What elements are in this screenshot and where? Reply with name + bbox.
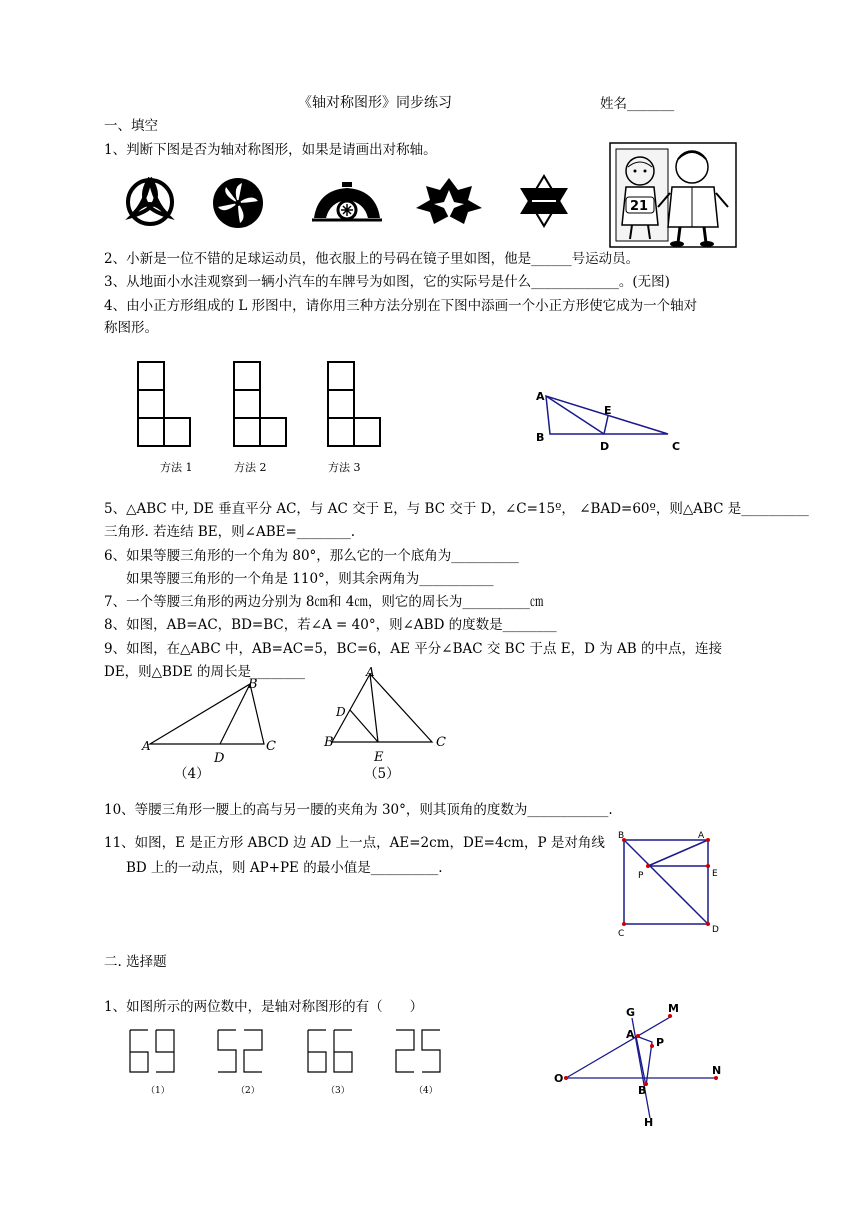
question-4-line-2: 称图形。 — [104, 320, 158, 336]
section-heading-fill: 一、填空 — [104, 118, 158, 134]
fig5-d-label: D — [336, 705, 346, 719]
section-heading-choice: 二. 选择题 — [104, 954, 167, 970]
point-e-label: E — [604, 404, 612, 417]
point-a-label: A — [536, 390, 545, 403]
sq-b-label: B — [618, 831, 625, 841]
sq-p-label: P — [638, 871, 644, 881]
l-shape-grids — [132, 358, 432, 458]
fig4-c-label: C — [266, 739, 276, 754]
question-11-line-1: 11、如图，E 是正方形 ABCD 边 AD 上一点，AE=2cm，DE=4cm，P 是对角线 — [104, 835, 605, 851]
mirror-jersey-number: 21 — [630, 199, 649, 214]
ang-a-label: A — [626, 1028, 635, 1041]
ang-p-label: P — [656, 1036, 665, 1049]
triquetra-figure — [118, 172, 182, 228]
angle-mon-figure — [550, 1002, 730, 1130]
point-b-label: B — [536, 431, 545, 444]
fig5-b-label: B — [324, 735, 334, 750]
fig4-a-label: A — [142, 739, 151, 753]
ang-h-label: H — [644, 1116, 654, 1129]
question-2: 2、小新是一位不错的足球运动员，他衣服上的号码在镜子里如图，他是______号运动员。 — [104, 251, 640, 267]
sq-c-label: C — [618, 929, 625, 939]
sq-e-label: E — [712, 869, 718, 879]
digit-caption-2: （2） — [236, 1086, 260, 1096]
question-9-line-2: DE，则△BDE 的周长是________ — [104, 664, 305, 680]
hat-emblem-figure — [310, 178, 384, 226]
square-abcd-figure — [612, 828, 724, 940]
question-6-line-1: 6、如果等腰三角形的一个角为 80°，那么它的一个底角为__________ — [104, 548, 519, 564]
l-shape-grid-3 — [328, 362, 380, 446]
point-c-label: C — [672, 440, 681, 453]
digit-pair-25 — [396, 1030, 440, 1072]
figure-4-triangle — [140, 674, 290, 764]
question-5-line-2: 三角形. 若连结 BE，则∠ABE=________. — [104, 524, 356, 540]
method-1-label: 方法 1 — [160, 461, 193, 474]
triangle-abc-de-figure — [530, 386, 690, 458]
fig4-d-label: D — [214, 751, 225, 764]
method-3-label: 方法 3 — [328, 461, 361, 474]
digit-caption-3: （3） — [326, 1086, 350, 1096]
digit-caption-4: （4） — [414, 1086, 438, 1096]
question-1: 1、判断下图是否为轴对称图形，如果是请画出对称轴。 — [104, 142, 437, 158]
l-shape-grid-1 — [138, 362, 190, 446]
fig5-a-label: A — [366, 665, 375, 679]
question-10: 10、等腰三角形一腰上的高与另一腰的夹角为 30°，则其顶角的度数为____________. — [104, 802, 613, 818]
digit-pair-66 — [308, 1030, 352, 1072]
point-d-label: D — [600, 440, 610, 453]
ang-m-label: M — [668, 1002, 679, 1015]
choice-question-1: 1、如图所示的两位数中，是轴对称图形的有（ ） — [104, 999, 424, 1015]
page-title: 《轴对称图形》同步练习 — [298, 95, 452, 111]
mirror-boy-figure — [608, 141, 738, 249]
l-shape-grid-2 — [234, 362, 286, 446]
bauhinia-figure — [212, 177, 264, 229]
figure-4-caption: （4） — [174, 766, 210, 782]
question-7: 7、一个等腰三角形的两边分别为 8㎝和 4㎝，则它的周长为__________㎝ — [104, 594, 544, 610]
figure-5-triangle — [322, 664, 452, 764]
question-3: 3、从地面小水洼观察到一辆小汽车的车牌号为如图，它的实际号是什么_____________。(无图) — [104, 274, 670, 290]
sq-a-label: A — [698, 831, 705, 841]
fig4-b-label: B — [248, 677, 258, 692]
fig5-c-label: C — [436, 735, 446, 750]
name-field-label: 姓名_______ — [600, 96, 675, 112]
segment-digits-figure — [122, 1026, 462, 1082]
ang-b-label: B — [638, 1084, 647, 1097]
ang-n-label: N — [712, 1064, 722, 1077]
fig5-e-label: E — [374, 750, 384, 764]
star-of-david-figure — [518, 172, 570, 230]
method-2-label: 方法 2 — [234, 461, 267, 474]
question-9-line-1: 9、如图，在△ABC 中，AB=AC=5，BC=6，AE 平分∠BAC 交 BC 于点 E，D 为 AB 的中点，连接 — [104, 641, 722, 657]
leaf-emblem-figure — [414, 176, 484, 226]
digit-pair-69 — [130, 1030, 174, 1072]
question-8: 8、如图，AB=AC，BD=BC，若∠A = 40°，则∠ABD 的度数是________ — [104, 617, 557, 633]
question-11-line-2: BD 上的一动点，则 AP+PE 的最小值是__________. — [126, 860, 443, 876]
ang-o-label: O — [554, 1072, 564, 1085]
digit-caption-1: （1） — [146, 1086, 170, 1096]
question-4-line-1: 4、由小正方形组成的 L 形图中，请你用三种方法分别在下图中添画一个小正方形使它成为一个轴对 — [104, 298, 698, 314]
question-5-line-1: 5、△ABC 中, DE 垂直平分 AC，与 AC 交于 E，与 BC 交于 D，∠C=15º， ∠BAD=60º，则△ABC 是__________ — [104, 501, 809, 517]
question-6-line-2: 如果等腰三角形的一个角是 110°，则其余两角为___________ — [126, 571, 494, 587]
ang-g-label: G — [626, 1006, 636, 1019]
figure-5-caption: （5） — [364, 766, 400, 782]
digit-pair-52 — [218, 1030, 262, 1072]
sq-d-label: D — [712, 925, 719, 935]
